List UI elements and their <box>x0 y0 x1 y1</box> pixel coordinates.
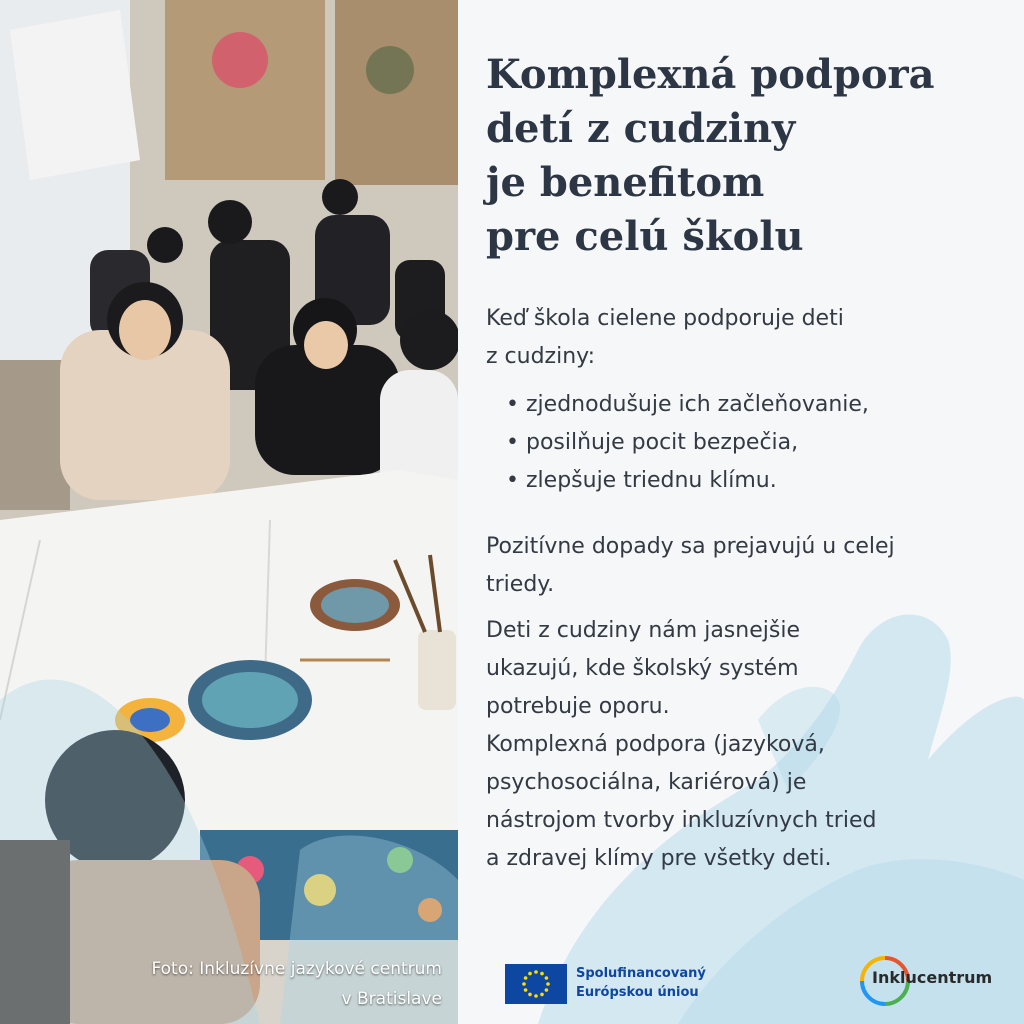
classroom-photo <box>0 0 458 1024</box>
photo-credit-line-2: v Bratislave <box>341 989 442 1009</box>
eu-label-line-2: Európskou úniou <box>576 985 699 1000</box>
photo-credit <box>0 954 442 1014</box>
intro-line-1: Keď škola cielene podporuje deti <box>486 306 844 331</box>
support-line: Deti z cudziny nám jasnejšie <box>486 618 800 643</box>
intro-paragraph <box>486 300 1006 376</box>
inklucentrum-logo <box>858 954 1018 1010</box>
eu-label-line-1: Spolufinancovaný <box>576 966 706 981</box>
eu-stars-icon <box>505 964 567 1004</box>
benefit-list <box>506 386 1006 500</box>
list-item: • zlepšuje triednu klímu. <box>506 462 1006 500</box>
intro-line-2: z cudziny: <box>486 344 595 369</box>
footer-logos <box>458 950 1024 1020</box>
impact-line-1: Pozitívne dopady sa prejavujú u celej <box>486 534 895 559</box>
inklucentrum-wordmark: Inklucentrum <box>872 968 993 987</box>
eu-cofunding-label <box>576 964 706 1002</box>
classroom-photo-illustration <box>0 0 458 1024</box>
list-item: • posilňuje pocit bezpečia, <box>506 424 1006 462</box>
headline-line-1: Komplexná podpora <box>486 51 935 98</box>
support-line: nástrojom tvorby inkluzívnych tried <box>486 808 877 833</box>
support-line: psychosociálna, kariérová) je <box>486 770 807 795</box>
impact-line-2: triedy. <box>486 572 555 597</box>
support-line: potrebuje oporu. <box>486 694 670 719</box>
headline-line-2: detí z cudziny <box>486 105 796 152</box>
headline <box>486 48 935 264</box>
eu-flag-icon <box>505 964 567 1004</box>
headline-line-3: je benefitom <box>486 159 765 206</box>
support-paragraph <box>486 612 1006 878</box>
list-item: • zjednodušuje ich začleňovanie, <box>506 386 1006 424</box>
headline-line-4: pre celú školu <box>486 213 804 260</box>
impact-paragraph <box>486 528 1006 604</box>
body-text <box>486 300 1006 878</box>
support-line: Komplexná podpora (jazyková, <box>486 732 825 757</box>
support-line: a zdravej klímy pre všetky deti. <box>486 846 832 871</box>
support-line: ukazujú, kde školský systém <box>486 656 799 681</box>
photo-credit-line-1: Foto: Inkluzívne jazykové centrum <box>151 959 442 979</box>
text-panel <box>458 0 1024 1024</box>
